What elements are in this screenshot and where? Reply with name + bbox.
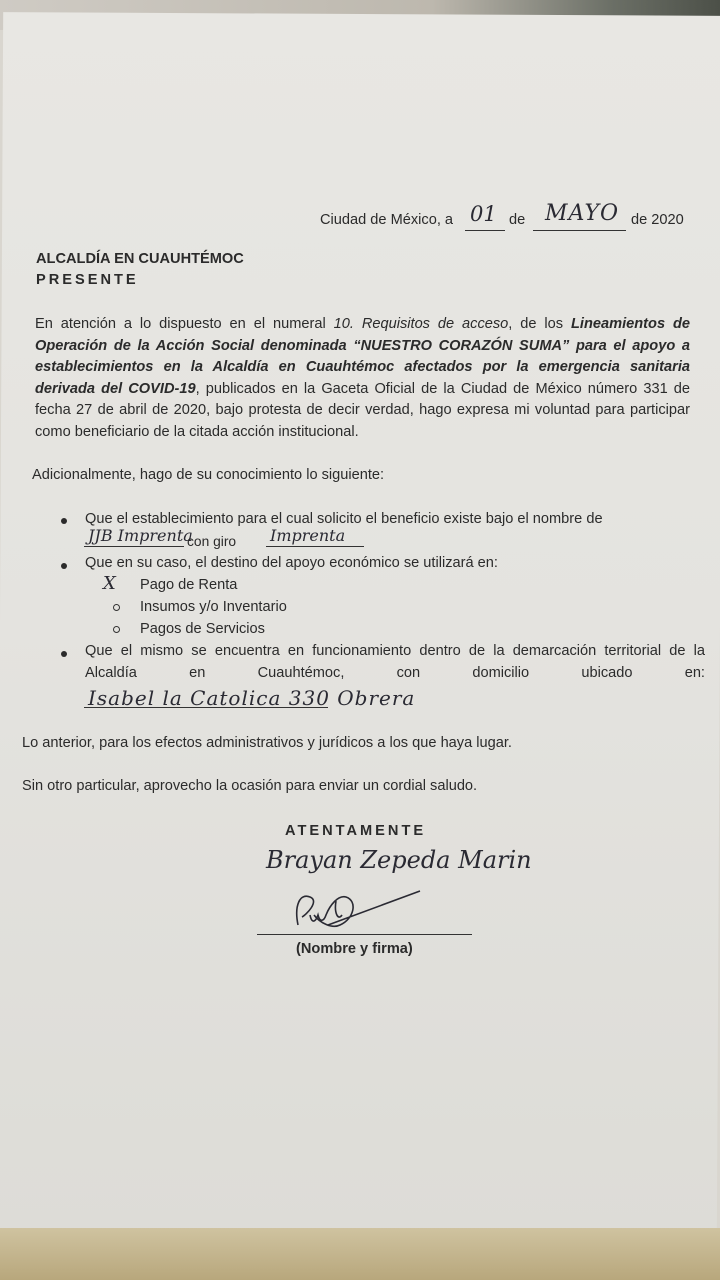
- date-year: de 2020: [631, 212, 684, 228]
- day-handwritten: 01: [470, 202, 497, 226]
- intro-paragraph: [35, 314, 690, 444]
- checkbox-servicios[interactable]: [113, 626, 120, 633]
- document-page: [0, 12, 720, 1236]
- bullet: [61, 518, 67, 524]
- option-pago-renta: Pago de Renta: [140, 577, 238, 593]
- signer-name-handwritten: Brayan Zepeda Marin: [266, 846, 532, 874]
- month-handwritten: MAYO: [545, 201, 620, 226]
- checkbox-insumos[interactable]: [113, 604, 120, 611]
- intro-text: , publicados en la Gaceta Oficial de la Ciudad de México número 331 de fecha 27 de abril de 2020, bajo protesta de decir verdad, hago expresa mi voluntad para participar como beneficiario de la citada acción institucional.: [35, 380, 690, 440]
- recipient-line1: ALCALDÍA EN CUAUHTÉMOC: [36, 251, 244, 267]
- bullet2-text: Que en su caso, el destino del apoyo económico se utilizará en:: [85, 555, 498, 571]
- intro-text: En atención a lo dispuesto en el numeral: [35, 316, 334, 332]
- checkbox-mark-pago-renta[interactable]: X: [103, 573, 116, 594]
- business-name-handwritten: JJB Imprenta: [88, 526, 193, 545]
- bullet: [61, 563, 67, 569]
- bullet: [61, 651, 67, 657]
- signature-line: [257, 920, 472, 935]
- closing-text-1: Lo anterior, para los efectos administrativos y jurídicos a los que haya lugar.: [22, 735, 512, 751]
- closing-text-2: Sin otro particular, aprovecho la ocasión para enviar un cordial saludo.: [22, 778, 478, 794]
- giro-handwritten: Imprenta: [270, 526, 346, 545]
- intro-bold-italic: Lineamientos de Operación de la Acción Social denominada “NUESTRO CORAZÓN SUMA” para el apoyo a establecimientos en la Alcaldía en Cuauhtémoc afectados por la emergencia sanitaria derivada del COVID-19: [35, 316, 691, 397]
- address-handwritten: Isabel la Catolica 330 Obrera: [88, 686, 416, 710]
- recipient-line2: PRESENTE: [36, 272, 139, 288]
- signature-heading: ATENTAMENTE: [285, 823, 427, 839]
- option-insumos: Insumos y/o Inventario: [140, 599, 287, 615]
- bullet1-text: Que el establecimiento para el cual solicito el beneficio existe bajo el nombre de: [85, 511, 603, 527]
- signature-caption: (Nombre y firma): [296, 941, 413, 957]
- place-prefix: Ciudad de México, a: [320, 212, 454, 228]
- intro-italic: 10. Requisitos de acceso: [333, 316, 509, 332]
- date-de: de: [509, 212, 526, 228]
- intro-text: , de los: [508, 316, 571, 332]
- option-servicios: Pagos de Servicios: [140, 621, 265, 637]
- giro-label: con giro: [187, 534, 237, 549]
- background-table: [0, 1228, 720, 1280]
- bullet3-text: Que el mismo se encuentra en funcionamiento dentro de la demarcación territorial de la Alcaldía en Cuauhtémoc, con domicilio ubicado en:: [85, 643, 705, 681]
- additional-text: Adicionalmente, hago de su conocimiento lo siguiente:: [32, 467, 385, 483]
